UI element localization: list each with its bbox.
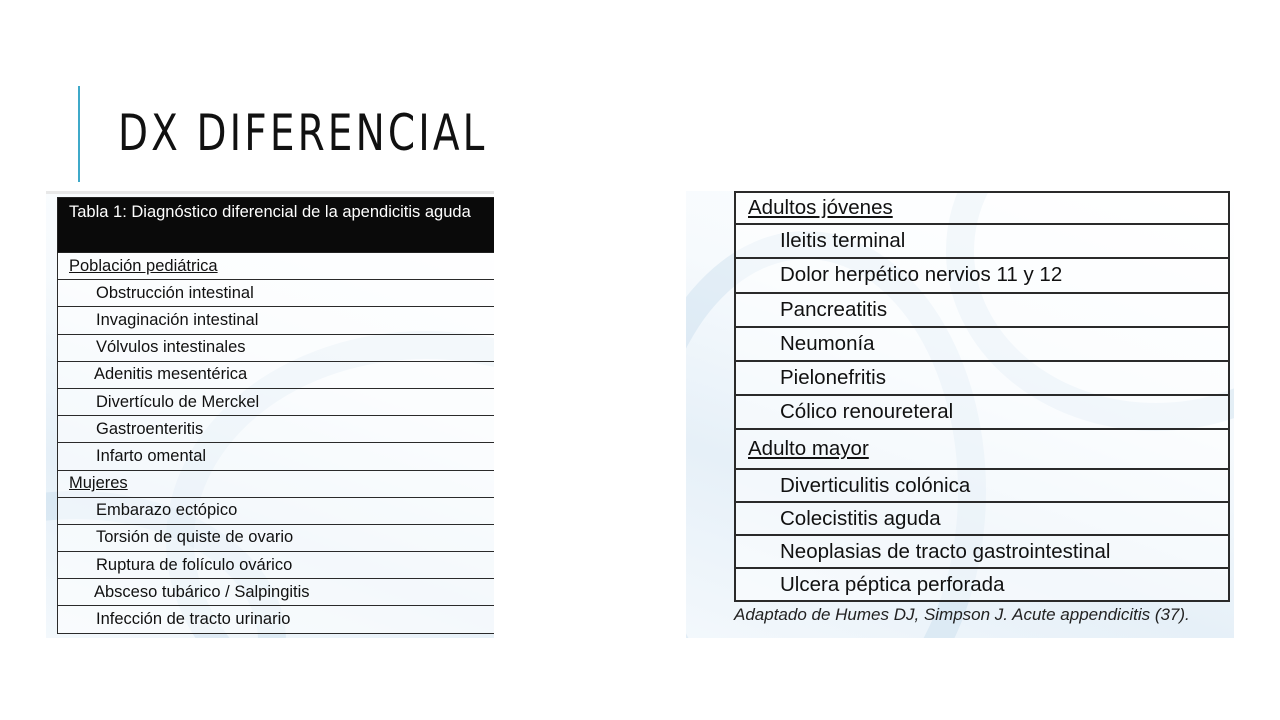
table-row: Adenitis mesentérica xyxy=(57,362,494,389)
table-row-category: Mujeres xyxy=(57,471,494,498)
slide-title: DX DIFERENCIAL xyxy=(118,104,488,162)
table-row: Embarazo ectópico xyxy=(57,498,494,525)
table-row: Ulcera péptica perforada xyxy=(734,569,1230,602)
table-row: Neoplasias de tracto gastrointestinal xyxy=(734,536,1230,569)
table-row-category: Adultos jóvenes xyxy=(734,191,1230,225)
table-row: Gastroenteritis xyxy=(57,416,494,443)
table-row: Divertículo de Merckel xyxy=(57,389,494,416)
differential-table-left xyxy=(57,197,494,634)
table-body xyxy=(57,253,494,634)
table-source-citation: Adaptado de Humes DJ, Simpson J. Acute appendicitis (37). xyxy=(734,605,1190,624)
table-row-category: Adulto mayor xyxy=(734,430,1230,470)
table-row: Absceso tubárico / Salpingitis xyxy=(57,579,494,606)
differential-table-right xyxy=(734,191,1230,602)
table-row: Pancreatitis xyxy=(734,294,1230,328)
table-row: Neumonía xyxy=(734,328,1230,362)
title-accent-bar xyxy=(78,86,80,182)
table-row-category: Población pediátrica xyxy=(57,253,494,280)
left-table-image xyxy=(46,191,494,638)
table-row: Cólico renoureteral xyxy=(734,396,1230,430)
table-row: Infarto omental xyxy=(57,443,494,470)
table-row: Diverticulitis colónica xyxy=(734,470,1230,503)
table-row: Obstrucción intestinal xyxy=(57,280,494,307)
table-row: Ruptura de folículo ovárico xyxy=(57,552,494,579)
image-top-edge xyxy=(46,191,494,194)
table-row: Dolor herpético nervios 11 y 12 xyxy=(734,259,1230,293)
right-table-image xyxy=(686,191,1234,638)
table-row: Colecistitis aguda xyxy=(734,503,1230,536)
table-row: Invaginación intestinal xyxy=(57,307,494,334)
table-row: Vólvulos intestinales xyxy=(57,335,494,362)
table-row: Pielonefritis xyxy=(734,362,1230,396)
table-row: Infección de tracto urinario xyxy=(57,606,494,633)
table-row: Torsión de quiste de ovario xyxy=(57,525,494,552)
table-row: Ileitis terminal xyxy=(734,225,1230,259)
table-header: Tabla 1: Diagnóstico diferencial de la apendicitis aguda xyxy=(57,197,494,253)
